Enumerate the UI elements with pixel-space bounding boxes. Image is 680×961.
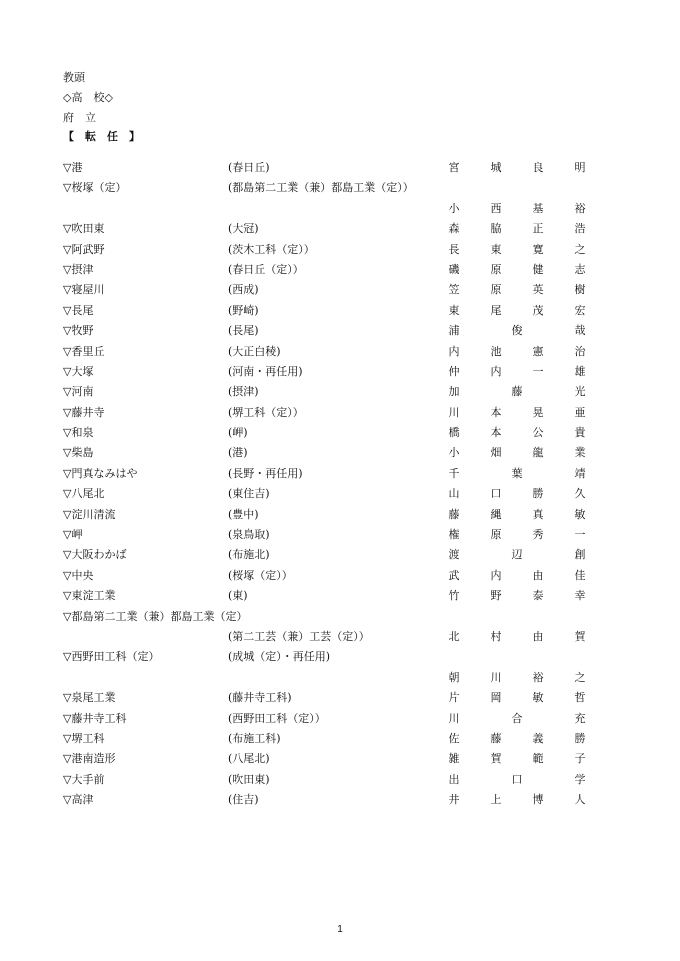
- list-item: [63, 381, 623, 401]
- list-item: [63, 402, 623, 422]
- name-char: 口: [490, 487, 502, 501]
- previous-school: (桜塚（定））: [228, 568, 293, 582]
- previous-school: (港): [228, 446, 248, 460]
- name-char: 原: [490, 283, 502, 297]
- previous-school: (長野・再任用): [228, 466, 303, 480]
- name-char: 川: [490, 670, 502, 684]
- name-char: 治: [574, 344, 586, 358]
- name-char: 内: [448, 344, 460, 358]
- name-char: 浩: [574, 222, 586, 236]
- previous-school: (泉鳥取): [228, 528, 270, 542]
- name-char: 範: [532, 752, 544, 766]
- previous-school: (藤井寺工科): [228, 691, 292, 705]
- previous-school: (豊中): [228, 507, 259, 521]
- previous-school: (摂津): [228, 385, 259, 399]
- name-char: 口: [511, 772, 523, 786]
- name-char: 脇: [490, 222, 502, 236]
- name-char: 野: [490, 589, 502, 603]
- name-char: 賀: [574, 629, 586, 643]
- name-char: 合: [511, 711, 523, 725]
- school-name: ▽高津: [63, 793, 94, 807]
- list-item: [63, 789, 623, 809]
- name-char: 川: [448, 711, 460, 725]
- previous-school: (東住吉): [228, 487, 270, 501]
- name-char: 由: [532, 568, 544, 582]
- list-item: [63, 565, 623, 585]
- name-char: 敏: [532, 691, 544, 705]
- name-char: 貴: [574, 426, 586, 440]
- list-item: [63, 708, 623, 728]
- name-char: 縄: [490, 507, 502, 521]
- name-char: 俊: [511, 324, 523, 338]
- previous-school: (堺工科（定））: [228, 405, 304, 419]
- previous-school: (八尾北): [228, 752, 270, 766]
- name-char: 志: [574, 262, 586, 276]
- list-item: [63, 198, 623, 218]
- name-char: 宏: [574, 303, 586, 317]
- school-name: ▽東淀工業: [63, 589, 116, 603]
- list-item: [63, 259, 623, 279]
- school-name: ▽都島第二工業（兼）都島工業（定）: [63, 609, 248, 623]
- name-char: 秀: [532, 528, 544, 542]
- prefecture-heading: 府 立: [63, 111, 96, 124]
- previous-school: (春日丘（定））: [228, 262, 304, 276]
- name-char: 尾: [490, 303, 502, 317]
- list-item: [63, 422, 623, 442]
- name-char: 由: [532, 629, 544, 643]
- previous-school: (布施北): [228, 548, 270, 562]
- school-name: ▽八尾北: [63, 487, 105, 501]
- name-char: 池: [490, 344, 502, 358]
- name-char: 小: [448, 446, 460, 460]
- name-char: 井: [448, 793, 460, 807]
- school-name: ▽桜塚（定）: [63, 181, 127, 195]
- previous-school: (吹田東): [228, 772, 270, 786]
- name-char: 憲: [532, 344, 544, 358]
- school-name: ▽門真なみはや: [63, 466, 138, 480]
- name-char: 一: [574, 528, 586, 542]
- name-char: 正: [532, 222, 544, 236]
- list-item: [63, 361, 623, 381]
- name-char: 渡: [448, 548, 460, 562]
- list-item: [63, 667, 623, 687]
- list-item: [63, 463, 623, 483]
- list-item: [63, 544, 623, 564]
- name-char: 仲: [448, 364, 460, 378]
- name-char: 藤: [490, 731, 502, 745]
- name-char: 幸: [574, 589, 586, 603]
- previous-school: (西野田工科（定））: [228, 711, 326, 725]
- list-item: [63, 687, 623, 707]
- name-char: 雄: [574, 364, 586, 378]
- name-char: 業: [574, 446, 586, 460]
- name-char: 健: [532, 262, 544, 276]
- name-char: 英: [532, 283, 544, 297]
- school-name: ▽長尾: [63, 303, 94, 317]
- previous-school: (都島第二工業（兼）都島工業（定））: [228, 181, 414, 195]
- list-item: [63, 442, 623, 462]
- name-char: 浦: [448, 324, 460, 338]
- category-heading: 教頭: [63, 71, 85, 84]
- name-char: 勝: [574, 731, 586, 745]
- list-item: [63, 524, 623, 544]
- name-char: 加: [448, 385, 460, 399]
- name-char: 人: [574, 793, 586, 807]
- name-char: 基: [532, 201, 544, 215]
- name-char: 佳: [574, 568, 586, 582]
- school-name: ▽牧野: [63, 324, 94, 338]
- name-char: 樹: [574, 283, 586, 297]
- school-name: ▽中央: [63, 568, 94, 582]
- previous-school: (長尾): [228, 324, 259, 338]
- name-char: 裕: [532, 670, 544, 684]
- name-char: 竹: [448, 589, 460, 603]
- previous-school: (成城（定）・再任用): [228, 650, 331, 664]
- previous-school: (西成): [228, 283, 259, 297]
- name-char: 辺: [511, 548, 523, 562]
- school-name: ▽吹田東: [63, 222, 105, 236]
- previous-school: (第二工芸（兼）工芸（定））: [228, 629, 370, 643]
- list-item: [63, 157, 623, 177]
- list-item: [63, 504, 623, 524]
- previous-school: (河南・再任用): [228, 364, 303, 378]
- name-char: 一: [532, 364, 544, 378]
- school-name: ▽摂津: [63, 262, 94, 276]
- previous-school: (大正白稜): [228, 344, 281, 358]
- name-char: 裕: [574, 201, 586, 215]
- school-name: ▽香里丘: [63, 344, 105, 358]
- name-char: 義: [532, 731, 544, 745]
- school-name: ▽柴島: [63, 446, 94, 460]
- school-name: ▽港南造形: [63, 752, 116, 766]
- name-char: 出: [448, 772, 460, 786]
- name-char: 東: [448, 303, 460, 317]
- previous-school: (野崎): [228, 303, 259, 317]
- name-char: 久: [574, 487, 586, 501]
- name-char: 光: [574, 385, 586, 399]
- name-char: 原: [490, 528, 502, 542]
- school-name: ▽和泉: [63, 426, 94, 440]
- name-char: 笠: [448, 283, 460, 297]
- name-char: 内: [490, 568, 502, 582]
- name-char: 藤: [448, 507, 460, 521]
- name-char: 宮: [448, 161, 460, 174]
- name-char: 子: [574, 752, 586, 766]
- section-heading: ◇高 校◇: [63, 91, 113, 104]
- list-item: [63, 626, 623, 646]
- list-item: [63, 341, 623, 361]
- list-item: [63, 300, 623, 320]
- list-item: [63, 748, 623, 768]
- name-char: 之: [574, 242, 586, 256]
- name-char: 葉: [511, 466, 523, 480]
- name-char: 明: [574, 161, 586, 174]
- school-name: ▽泉尾工業: [63, 691, 116, 705]
- name-char: 良: [532, 161, 544, 174]
- name-char: 龍: [532, 446, 544, 460]
- name-char: 北: [448, 629, 460, 643]
- name-char: 本: [490, 426, 502, 440]
- name-char: 本: [490, 405, 502, 419]
- previous-school: (東): [228, 589, 248, 603]
- name-char: 亜: [574, 405, 586, 419]
- school-name: ▽大手前: [63, 772, 105, 786]
- name-char: 村: [490, 629, 502, 643]
- previous-school: (茨木工科（定））: [228, 242, 315, 256]
- name-char: 橋: [448, 426, 460, 440]
- school-name: ▽堺工科: [63, 731, 105, 745]
- name-char: 創: [574, 548, 586, 562]
- name-char: 権: [448, 528, 460, 542]
- name-char: 学: [574, 772, 586, 786]
- list-item: [63, 320, 623, 340]
- list-item: [63, 239, 623, 259]
- name-char: 泰: [532, 589, 544, 603]
- name-char: 哉: [574, 324, 586, 338]
- school-name: ▽大塚: [63, 364, 94, 378]
- name-char: 川: [448, 405, 460, 419]
- list-item: [63, 646, 623, 666]
- name-char: 哲: [574, 691, 586, 705]
- school-name: ▽大阪わかば: [63, 548, 127, 562]
- previous-school: (春日丘): [228, 161, 270, 174]
- name-char: 西: [490, 201, 502, 215]
- previous-school: (大冠): [228, 222, 259, 236]
- previous-school: (住吉): [228, 793, 259, 807]
- name-char: 博: [532, 793, 544, 807]
- name-char: 充: [574, 711, 586, 725]
- school-name: ▽河南: [63, 385, 94, 399]
- name-char: 片: [448, 691, 460, 705]
- transfer-list: [63, 157, 623, 810]
- name-char: 晃: [532, 405, 544, 419]
- name-char: 東: [490, 242, 502, 256]
- school-name: ▽岬: [63, 528, 83, 542]
- school-name: ▽阿武野: [63, 242, 105, 256]
- previous-school: (布施工科): [228, 731, 281, 745]
- name-char: 原: [490, 262, 502, 276]
- transfer-type-heading: 【 転 任 】: [63, 130, 140, 143]
- name-char: 雑: [448, 752, 460, 766]
- name-char: 敏: [574, 507, 586, 521]
- name-char: 千: [448, 466, 460, 480]
- name-char: 山: [448, 487, 460, 501]
- name-char: 茂: [532, 303, 544, 317]
- school-name: ▽藤井寺工科: [63, 711, 127, 725]
- list-item: [63, 279, 623, 299]
- list-item: [63, 218, 623, 238]
- list-item: [63, 177, 623, 197]
- name-char: 賀: [490, 752, 502, 766]
- school-name: ▽藤井寺: [63, 405, 105, 419]
- school-name: ▽寝屋川: [63, 283, 105, 297]
- name-char: 畑: [490, 446, 502, 460]
- name-char: 長: [448, 242, 460, 256]
- name-char: 岡: [490, 691, 502, 705]
- previous-school: (岬): [228, 426, 248, 440]
- name-char: 森: [448, 222, 460, 236]
- name-char: 小: [448, 201, 460, 215]
- list-item: [63, 769, 623, 789]
- name-char: 朝: [448, 670, 460, 684]
- name-char: 公: [532, 426, 544, 440]
- name-char: 内: [490, 364, 502, 378]
- list-item: [63, 483, 623, 503]
- name-char: 靖: [574, 466, 586, 480]
- school-name: ▽港: [63, 161, 83, 174]
- list-item: [63, 728, 623, 748]
- name-char: 武: [448, 568, 460, 582]
- name-char: 之: [574, 670, 586, 684]
- name-char: 城: [490, 161, 502, 174]
- list-item: [63, 585, 623, 605]
- name-char: 佐: [448, 731, 460, 745]
- name-char: 勝: [532, 487, 544, 501]
- name-char: 上: [490, 793, 502, 807]
- name-char: 磯: [448, 262, 460, 276]
- page-number: 1: [337, 924, 343, 935]
- list-item: [63, 606, 623, 626]
- name-char: 寛: [532, 242, 544, 256]
- school-name: ▽淀川清流: [63, 507, 116, 521]
- name-char: 藤: [511, 385, 523, 399]
- school-name: ▽西野田工科（定）: [63, 650, 160, 664]
- name-char: 真: [532, 507, 544, 521]
